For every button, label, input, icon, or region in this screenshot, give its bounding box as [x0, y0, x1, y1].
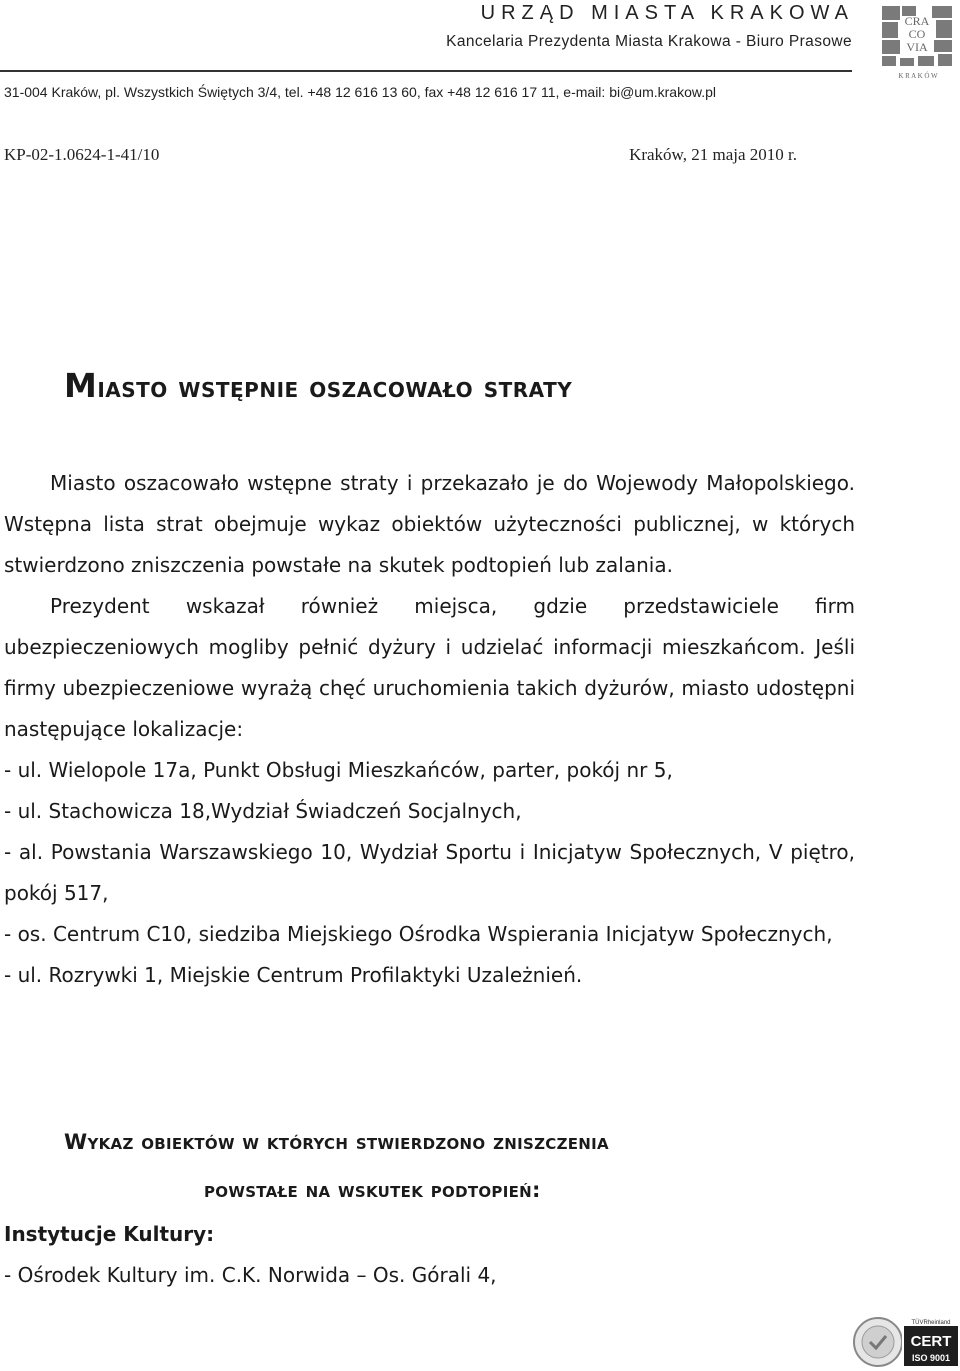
header-rule	[0, 70, 852, 72]
cracovia-logo	[880, 4, 956, 80]
paragraph-1: Miasto oszacowało wstępne straty i przekazało je do Wojewody Małopolskiego. Wstępna lista strat obejmuje wykaz obiektów użyteczności publicznej, w których stwierdzono zniszczenia powstałe na skutek podtopień lub zalania.	[4, 471, 855, 577]
title-rest: iasto wstępnie oszacowało straty	[97, 370, 573, 404]
section-title-line-2: powstałe na wskutek podtopień:	[204, 1178, 541, 1202]
logo-caption: K R A K Ó W	[898, 72, 938, 80]
cert-main-label: CERT	[910, 1333, 952, 1350]
office-subtitle: Kancelaria Prezydenta Miasta Krakowa - Biuro Prasowe	[446, 33, 852, 50]
contact-line: 31-004 Kraków, pl. Wszystkich Świętych 3/4, tel. +48 12 616 13 60, fax +48 12 616 17 11, e-mail: bi@um.krakow.pl	[4, 84, 717, 100]
title-first-letter: M	[64, 366, 98, 405]
location-item-4: - os. Centrum C10, siedziba Miejskiego Ośrodka Wspierania Inicjatyw Społecznych,	[4, 922, 833, 946]
tuv-cert-badge	[902, 1316, 960, 1368]
location-item-1: - ul. Wielopole 17a, Punkt Obsługi Mieszkańców, parter, pokój nr 5,	[4, 758, 673, 782]
quality-seal-icon	[852, 1316, 904, 1368]
paragraph-2: Prezydent wskazał również miejsca, gdzie przedstawiciele firm ubezpieczeniowych mogliby pełnić dyżury i udzielać informacji mieszkańcom. Jeśli firmy ubezpieczeniowe wyrażą chęć uruchomienia takich dyżurów, miasto udostępni następujące lokalizacje:	[4, 594, 855, 741]
logo-text-1: CRA	[904, 14, 930, 28]
cert-standard-label: ISO 9001	[911, 1353, 951, 1363]
location-item-2: - ul. Stachowicza 18,Wydział Świadczeń Socjalnych,	[4, 799, 522, 823]
category-item-1: - Ośrodek Kultury im. C.K. Norwida – Os. Górali 4,	[4, 1263, 497, 1287]
press-release-title	[64, 366, 572, 405]
body-text	[4, 463, 855, 996]
section-title-line-1: Wykaz obiektów w których stwierdzono zniszczenia	[64, 1130, 609, 1154]
location-item-3: - al. Powstania Warszawskiego 10, Wydział Sportu i Inicjatyw Społecznych, V piętro, pokój 517,	[4, 840, 855, 905]
location-item-5: - ul. Rozrywki 1, Miejskie Centrum Profilaktyki Uzależnień.	[4, 963, 583, 987]
logo-text-2: CO	[908, 27, 926, 41]
document-reference: KP-02-1.0624-1-41/10	[4, 145, 160, 164]
category-title: Instytucje Kultury:	[4, 1222, 215, 1246]
document-date: Kraków, 21 maja 2010 r.	[629, 145, 797, 164]
logo-text-3: VIA	[906, 40, 928, 54]
cert-top-label: TÜVRheinland	[911, 1320, 951, 1326]
office-title: URZĄD MIASTA KRAKOWA	[480, 2, 854, 24]
